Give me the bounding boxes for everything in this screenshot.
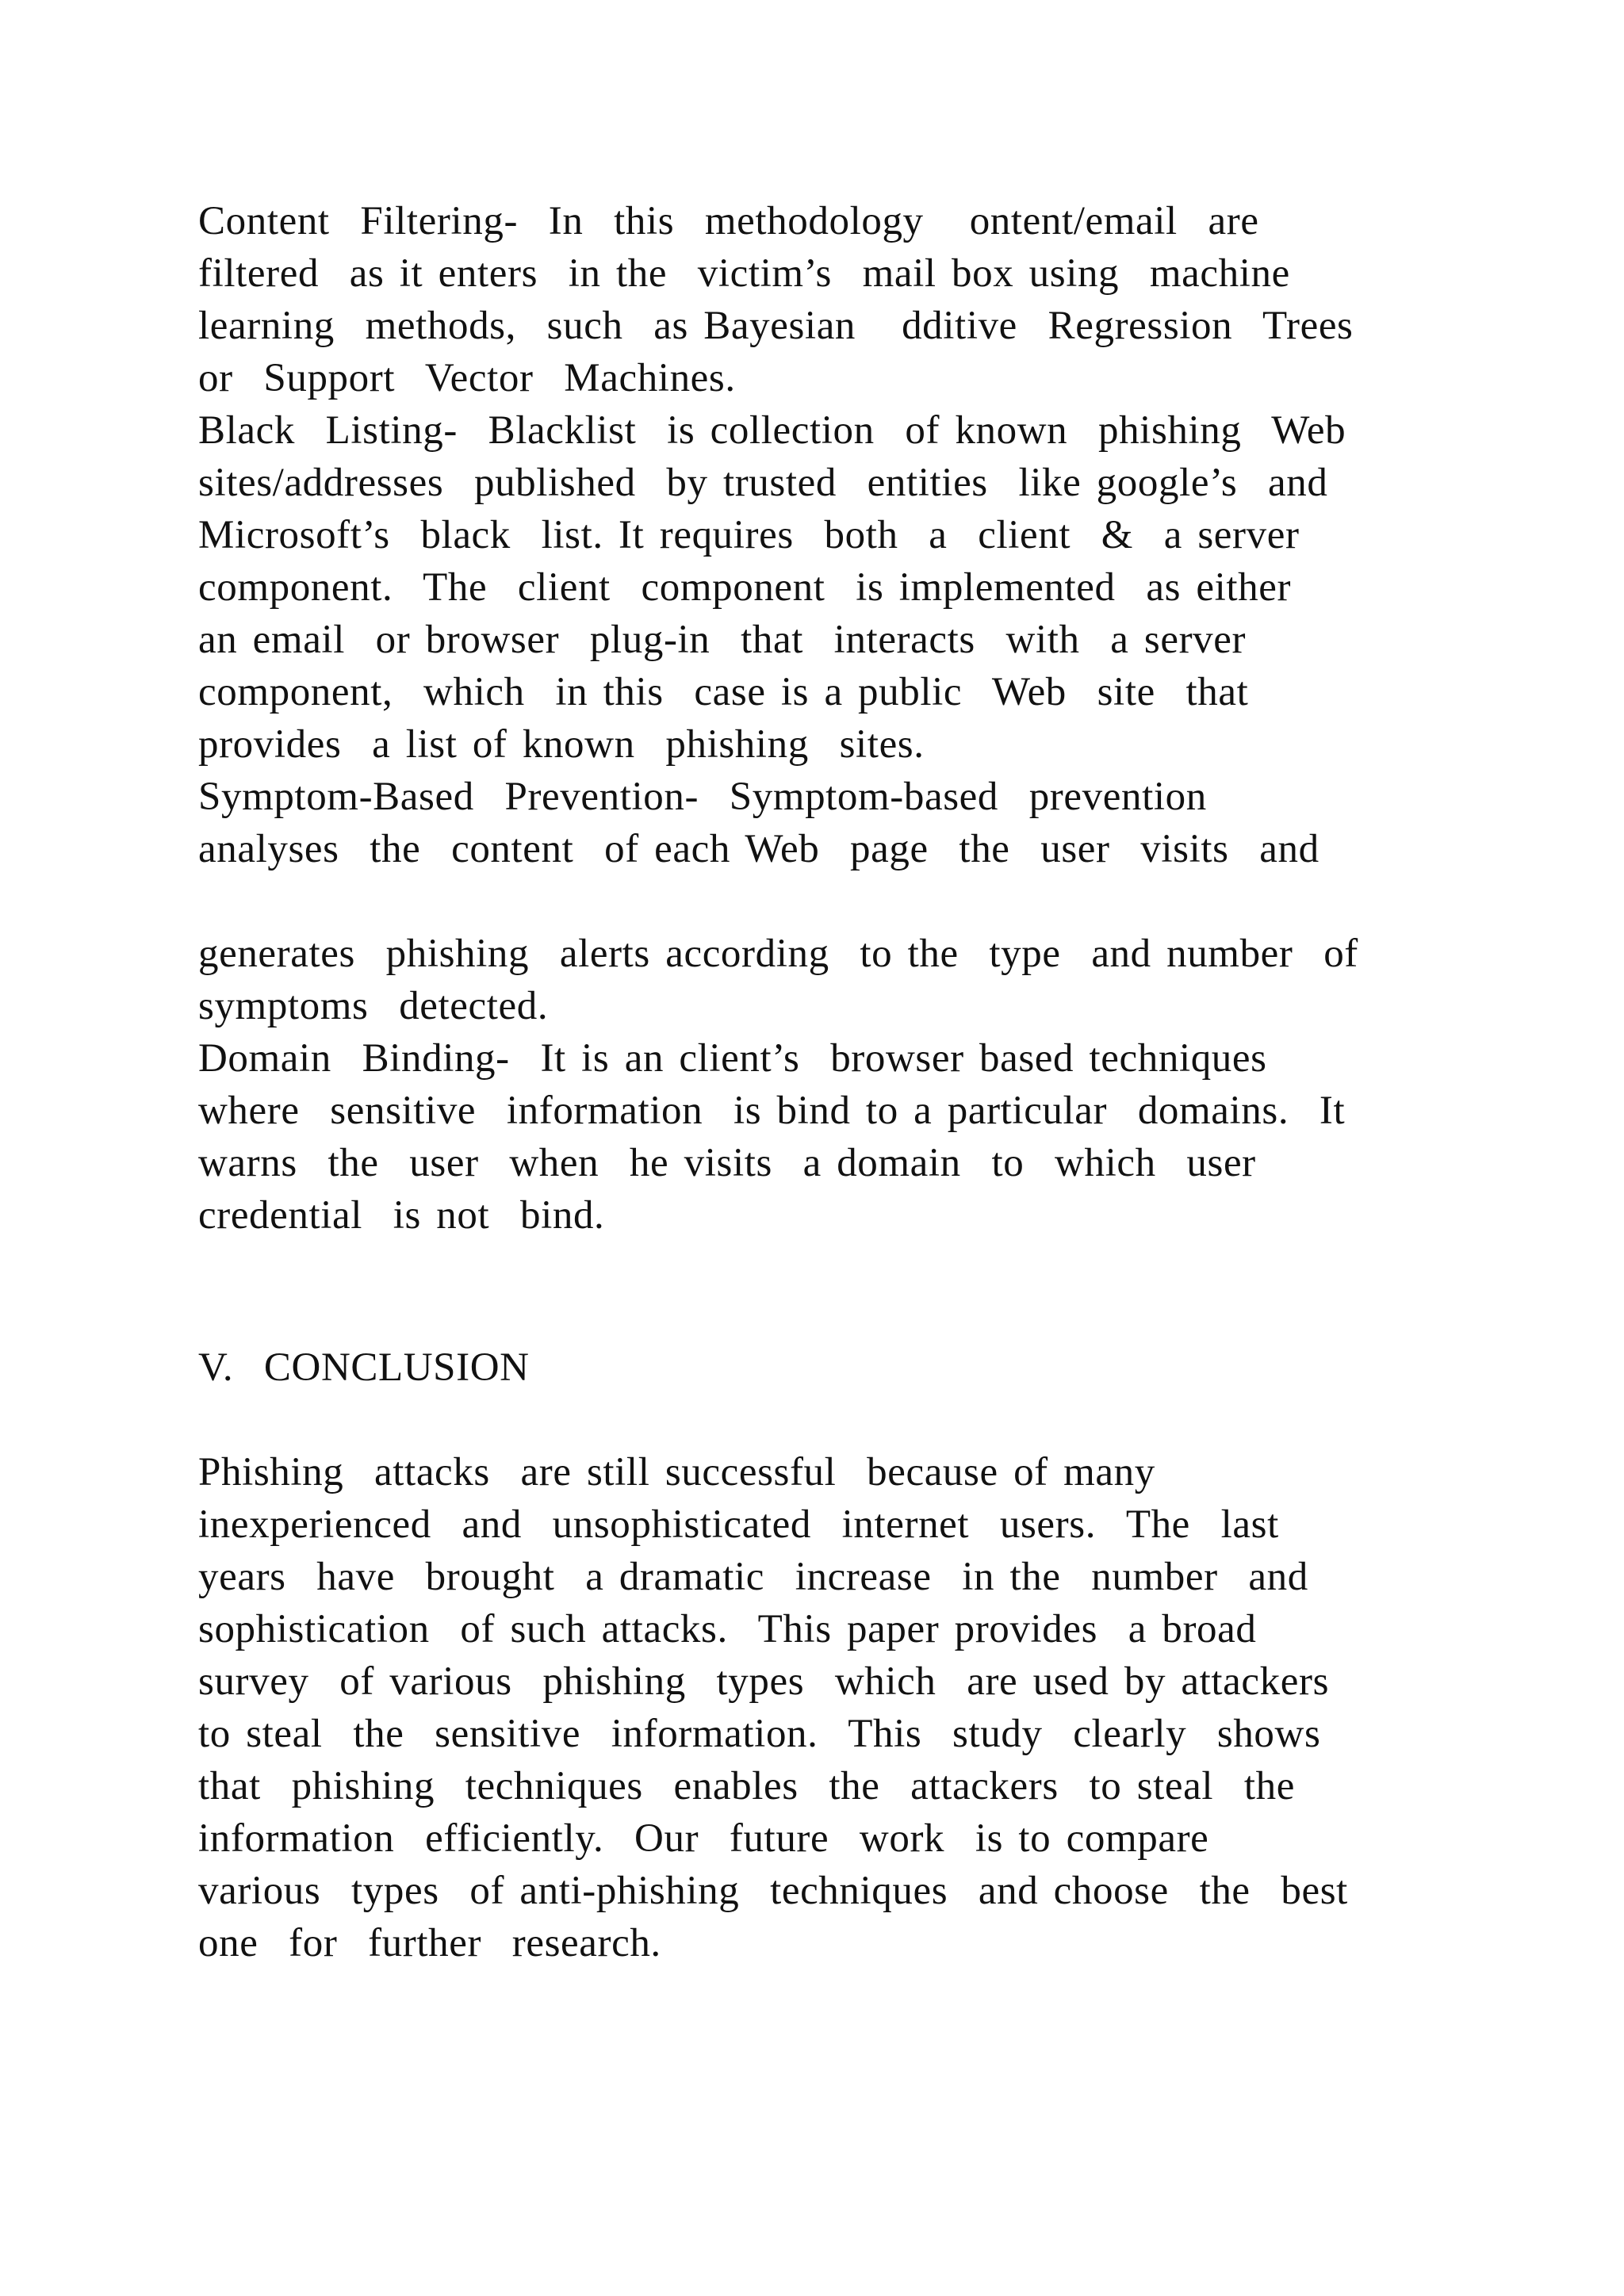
text-line: Phishing attacks are still successful because of many: [198, 1450, 1155, 1494]
text-line: sites/addresses published by trusted entities like google’s and: [198, 461, 1328, 505]
text-line: warns the user when he visits a domain to which user: [198, 1141, 1256, 1185]
text-line: years have brought a dramatic increase in the number and: [198, 1555, 1308, 1599]
text-line: provides a list of known phishing sites.: [198, 722, 925, 767]
text-line: component. The client component is implemented as either: [198, 565, 1292, 610]
text-line: generates phishing alerts according to the type and number of: [198, 932, 1358, 976]
text-line: sophistication of such attacks. This paper provides a broad: [198, 1607, 1257, 1651]
text-line: various types of anti-phishing techniques and choose the best: [198, 1869, 1348, 1913]
text-line: filtered as it enters in the victim’s mail box using machine: [198, 251, 1290, 296]
text-line: Domain Binding- It is an client’s browser based techniques: [198, 1036, 1267, 1081]
text-line: to steal the sensitive information. This study clearly shows: [198, 1712, 1321, 1756]
text-line: one for further research.: [198, 1921, 661, 1965]
text-line: learning methods, such as Bayesian dditive Regression Trees: [198, 304, 1354, 348]
text-line: credential is not bind.: [198, 1193, 605, 1238]
text-line: survey of various phishing types which are used by attackers: [198, 1659, 1330, 1704]
text-line: that phishing techniques enables the attackers to steal the: [198, 1764, 1295, 1808]
text-line: symptoms detected.: [198, 984, 549, 1028]
section-heading: V. CONCLUSION: [198, 1345, 530, 1390]
text-line: component, which in this case is a public Web site that: [198, 670, 1249, 714]
text-line: analyses the content of each Web page the user visits and: [198, 827, 1320, 871]
text-line: or Support Vector Machines.: [198, 356, 736, 400]
text-line: Content Filtering- In this methodology ontent/email are: [198, 199, 1259, 243]
text-line: inexperienced and unsophisticated internet users. The last: [198, 1502, 1279, 1547]
text-line: an email or browser plug-in that interacts with a server: [198, 618, 1247, 662]
text-line: Microsoft’s black list. It requires both a client & a server: [198, 513, 1300, 557]
text-line: Symptom-Based Prevention- Symptom-based prevention: [198, 775, 1207, 819]
text-line: Black Listing- Blacklist is collection of known phishing Web: [198, 408, 1346, 453]
text-line: information efficiently. Our future work is to compare: [198, 1816, 1209, 1861]
text-line: where sensitive information is bind to a particular domains. It: [198, 1089, 1346, 1133]
